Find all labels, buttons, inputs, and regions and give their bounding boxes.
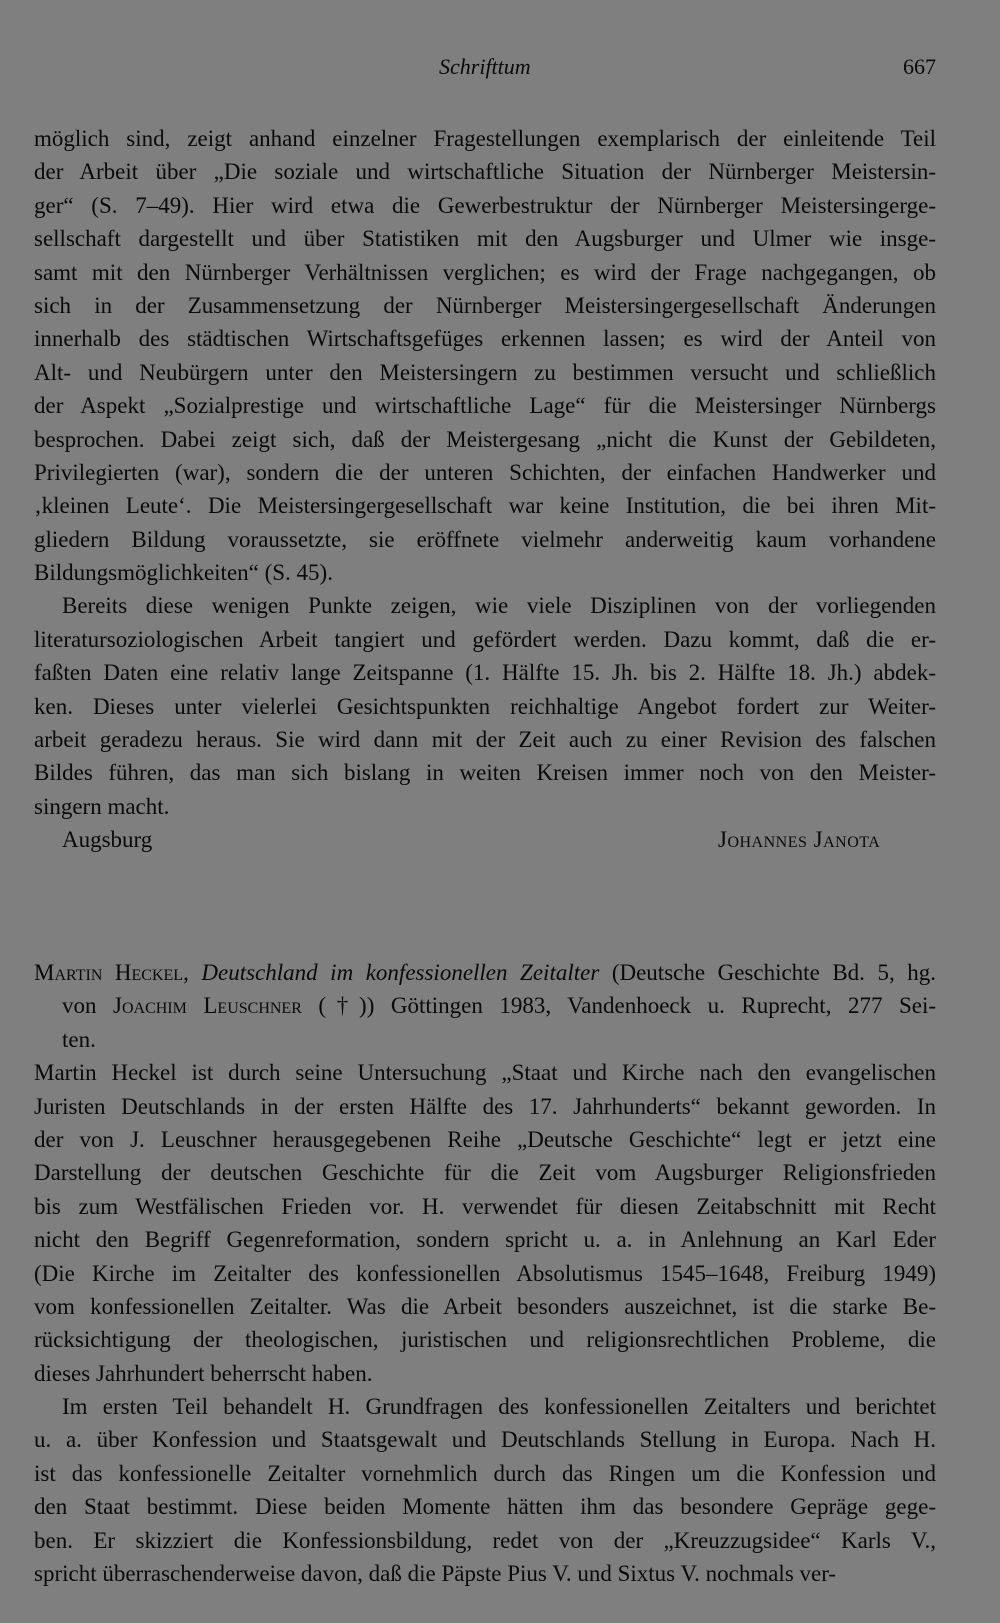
- citation-line-3: ten.: [62, 1026, 96, 1052]
- text-line: Bereits diese wenigen Punkte zeigen, wie viele Disziplinen von der vorliegenden: [62, 593, 936, 619]
- text-line: u. a. über Konfession und Staatsgewalt und Deutschlands Stellung in Europa. Nach H.: [34, 1427, 936, 1453]
- citation-separator: ,: [183, 960, 202, 985]
- text-line: Alt- und Neubürgern unter den Meistersingern zu bestimmen versucht und schließlich: [34, 359, 936, 385]
- text-line: (Die Kirche im Zeitalter des konfessionellen Absolutismus 1545–1648, Freiburg 1949): [34, 1260, 936, 1286]
- citation-editor-prefix: von: [62, 993, 114, 1019]
- citation-line-1: [34, 956, 936, 989]
- text-line: singern macht.: [34, 793, 170, 819]
- citation-series: (Deutsche Geschichte Bd. 5, hg.: [599, 960, 936, 985]
- text-line: der von J. Leuschner herausgegebenen Reihe „Deutsche Geschichte“ legt er jetzt eine: [34, 1126, 936, 1152]
- text-line: ben. Er skizziert die Konfessionsbildung, redet von der „Kreuzzugsidee“ Karls V.,: [34, 1527, 936, 1553]
- text-line: bis zum Westfälischen Frieden vor. H. verwendet für diesen Zeitabschnitt mit Recht: [34, 1193, 936, 1219]
- text-line: der Aspekt „Sozialprestige und wirtschaftliche Lage“ für die Meistersinger Nürnbergs: [34, 393, 936, 419]
- text-line: sellschaft dargestellt und über Statistiken mit den Augsburger und Ulmer wie insge-: [34, 226, 936, 252]
- text-line: ist das konfessionelle Zeitalter vornehmlich durch das Ringen um die Konfession und: [34, 1460, 936, 1486]
- text-line: Bildungsmöglichkeiten“ (S. 45).: [34, 560, 333, 586]
- citation-author: Martin Heckel: [34, 960, 184, 985]
- text-line: gliedern Bildung voraussetzte, sie eröffnete vielmehr anderweitig kaum vorhandene: [34, 526, 936, 552]
- text-line: Bildes führen, das man sich bislang in weiten Kreisen immer noch von den Meister-: [34, 760, 936, 786]
- running-title: Schrifttum: [439, 54, 531, 79]
- citation-line-2: [34, 989, 936, 1022]
- text-line: dieses Jahrhundert beherrscht haben.: [34, 1360, 373, 1386]
- page-number: 667: [903, 54, 936, 79]
- text-line: der Arbeit über „Die soziale und wirtschaftliche Situation der Nürnberger Meistersin-: [34, 159, 936, 185]
- text-line: Darstellung der deutschen Geschichte für die Zeit vom Augsburger Religionsfrieden: [34, 1160, 936, 1186]
- text-line: faßten Daten eine relativ lange Zeitspanne (1. Hälfte 15. Jh. bis 2. Hälfte 18. Jh.) abdek-: [34, 660, 936, 686]
- text-line: vom konfessionellen Zeitalter. Was die Arbeit besonders auszeichnet, ist die starke Be-: [34, 1293, 936, 1319]
- text-line: ger“ (S. 7–49). Hier wird etwa die Gewerbestruktur der Nürnberger Meistersingerge-: [34, 192, 936, 218]
- text-line: literatursoziologischen Arbeit tangiert und gefördert werden. Dazu kommt, daß die er-: [34, 626, 936, 652]
- running-head: [34, 54, 936, 88]
- text-line: sich in der Zusammensetzung der Nürnberger Meistersingergesellschaft Änderungen: [34, 292, 936, 318]
- text-line: möglich sind, zeigt anhand einzelner Fragestellungen exemplarisch der einleitende Teil: [34, 126, 936, 151]
- text-line: Im ersten Teil behandelt H. Grundfragen des konfessionellen Zeitalters und berichtet: [62, 1394, 936, 1420]
- text-line: spricht überraschenderweise davon, daß die Päpste Pius V. und Sixtus V. nochmals ver-: [34, 1561, 837, 1587]
- review-heckel: [34, 956, 936, 1590]
- text-line: arbeit geradezu heraus. Sie wird dann mit der Zeit auch zu einer Revision des falschen: [34, 727, 936, 753]
- review-janota: [34, 122, 936, 857]
- citation-publisher: (†)) Göttingen 1983, Vandenhoeck u. Ruprecht, 277 Sei-: [301, 993, 936, 1019]
- text-line: samt mit den Nürnberger Verhältnissen verglichen; es wird der Frage nachgegangen, ob: [34, 259, 936, 285]
- signature-place: Augsburg: [62, 827, 153, 853]
- text-line: Privilegierten (war), sondern die der unteren Schichten, der einfachen Handwerker und: [34, 459, 936, 485]
- signature-author: Johannes Janota: [718, 827, 881, 853]
- text-line: ken. Dieses unter vielerlei Gesichtspunkten reichhaltige Angebot fordert zur Weiter-: [34, 693, 936, 719]
- citation-title: Deutschland im konfessionellen Zeitalter: [201, 960, 600, 985]
- text-line: besprochen. Dabei zeigt sich, daß der Meistergesang „nicht die Kunst der Gebildeten,: [34, 426, 936, 452]
- text-line: innerhalb des städtischen Wirtschaftsgefüges erkennen lassen; es wird der Anteil von: [34, 326, 936, 352]
- text-line: Martin Heckel ist durch seine Untersuchung „Staat und Kirche nach den evangelischen: [34, 1060, 936, 1086]
- citation-editor: Joachim Leuschner: [113, 993, 302, 1019]
- text-line: Juristen Deutschlands in der ersten Hälfte des 17. Jahrhunderts“ bekannt geworden. In: [34, 1093, 936, 1119]
- text-line: nicht den Begriff Gegenreformation, sondern spricht u. a. in Anlehnung an Karl Eder: [34, 1227, 936, 1253]
- text-line: rücksichtigung der theologischen, juristischen und religionsrechtlichen Probleme, die: [34, 1327, 936, 1353]
- text-line: den Staat bestimmt. Diese beiden Momente hätten ihm das besondere Gepräge gege-: [34, 1494, 936, 1520]
- review-heckel-body: [34, 1056, 936, 1590]
- text-line: ‚kleinen Leute‘. Die Meistersingergesellschaft war keine Institution, die bei ihren Mit-: [34, 493, 936, 519]
- review-signature: [34, 823, 936, 857]
